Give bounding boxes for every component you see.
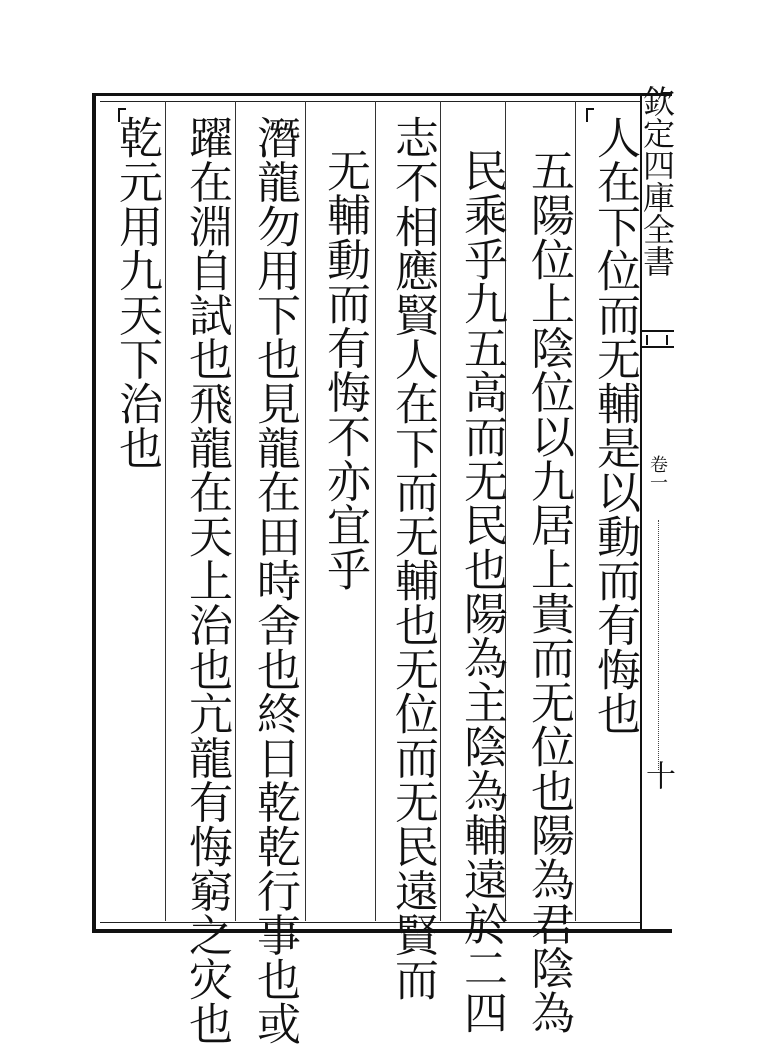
text-column-1: 人在下位而无輔是以動而有悔也 bbox=[589, 115, 640, 736]
strip-divider bbox=[658, 520, 665, 770]
text-column-8: 乾元用九天下治也 bbox=[111, 115, 162, 470]
text-column-7: 躍在淵自試也飛龍在天上治也亢龍有悔窮之灾也 bbox=[181, 115, 232, 1045]
text-column-4: 志不相應賢人在下而无輔也无位而无民遠賢而 bbox=[387, 115, 438, 1001]
book-title: 欽定四庫全書 bbox=[638, 85, 676, 277]
column-rule bbox=[165, 101, 166, 921]
folio-number: 十 bbox=[640, 760, 675, 790]
text-column-2: 五陽位上陰位以九居上貴而无位也陽為君陰為 bbox=[523, 148, 574, 1034]
column-rule bbox=[575, 101, 576, 921]
volume-label: 卷一 bbox=[647, 455, 668, 491]
column-rule bbox=[440, 101, 441, 921]
text-column-5: 无輔動而有悔不亦宜乎 bbox=[319, 148, 370, 591]
text-column-6: 潛龍勿用下也見龍在田時舍也終日乾乾行事也或 bbox=[249, 115, 300, 1045]
frame-top-rule bbox=[100, 101, 640, 102]
column-rule bbox=[305, 101, 306, 921]
column-rule bbox=[235, 101, 236, 921]
fish-tail-ornament bbox=[640, 330, 674, 348]
column-rule bbox=[375, 101, 376, 921]
text-column-3: 民乘乎九五高而无民也陽為主陰為輔遠於二四 bbox=[456, 148, 507, 1034]
page-border bbox=[92, 93, 675, 933]
